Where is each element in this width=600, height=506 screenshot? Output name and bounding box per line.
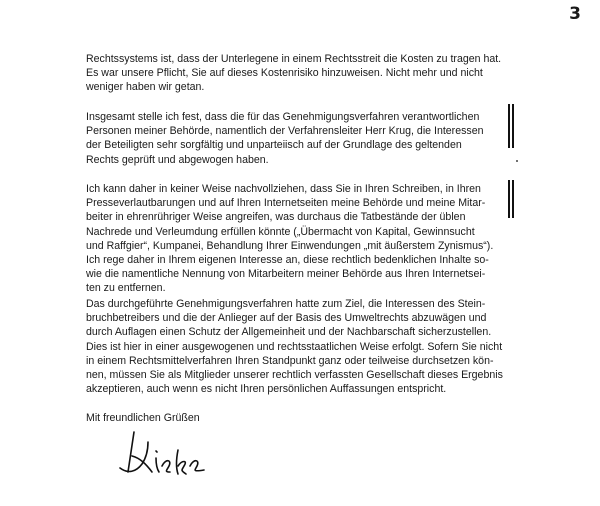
paragraph-cost-risk [86,52,506,95]
paragraph-objection [86,182,506,296]
margin-mark-bar [508,180,510,218]
margin-mark-bar [512,180,514,218]
text-line: ten zu entfernen. [86,282,166,295]
text-line: wie die namentliche Nennung von Mitarbeitern meiner Behörde aus Ihren Internetsei- [86,268,486,281]
text-line: weniger haben wir getan. [86,81,205,94]
closing-salutation: Mit freundlichen Grüßen [86,412,200,424]
page-number-mark: 3 [569,4,581,24]
paragraph-conclusion [86,110,506,167]
signature-image [118,428,208,480]
margin-mark-bar [508,104,510,148]
text-line: in einem Rechtsmittelverfahren Ihren Standpunkt ganz oder teilweise durchsetzen kön- [86,354,494,367]
text-line: durch Auflagen einen Schutz der Allgemeinheit und der Nachbarschaft sicherzustellen. [86,326,492,339]
text-line: und Raffgier“, Kumpanei, Behandlung Ihrer Einwendungen „mit äußerstem Zynismus“). [86,239,494,252]
text-line: Personen meiner Behörde, namentlich der Verfahrensleiter Herr Krug, die Interessen [86,125,484,138]
text-line: Ich rege daher in Ihrem eigenen Interesse an, diese rechtlich bedenklichen Inhalte so- [86,254,489,267]
text-line: akzeptieren, auch wenn es nicht Ihren persönlichen Auffassungen entspricht. [86,383,447,396]
text-line: bruchbetreibers und die der Anlieger auf der Basis des Umweltrechts abzuwägen und [86,312,487,325]
text-line: Nachrede und Verleumdung erfüllen könnte („Übermacht von Kapital, Gewinnsucht [86,225,475,238]
text-line: nen, müssen Sie als Mitglieder unserer rechtlich verfassten Gesellschaft dieses Ergebnis [86,369,503,382]
text-line: Presseverlautbarungen und auf Ihren Internetseiten meine Behörde und meine Mitar- [86,197,486,210]
text-line: Rechtssystems ist, dass der Unterlegene in einem Rechtsstreit die Kosten zu tragen hat. [86,53,502,65]
text-line: Dies ist hier in einer ausgewogenen und rechtsstaatlichen Weise erfolgt. Sofern Sie nicht [86,340,503,353]
text-line: Insgesamt stelle ich fest, dass die für das Genehmigungsverfahren verantwortlichen [86,111,480,123]
text-line: beiter in ehrenrühriger Weise angreifen, was durchaus die Tatbestände der üblen [86,211,466,224]
margin-mark-bar [512,104,514,148]
text-line: Ich kann daher in keiner Weise nachvollziehen, dass Sie in Ihren Schreiben, in Ihren [86,183,481,195]
text-line: Rechts geprüft und abgewogen haben. [86,153,269,166]
text-line: Das durchgeführte Genehmigungsverfahren hatte zum Ziel, die Interessen des Stein- [86,298,486,310]
margin-dot [516,160,518,162]
text-line: Es war unsere Pflicht, Sie auf dieses Kostenrisiko hinzuweisen. Nicht mehr und nicht [86,67,483,80]
paragraph-procedure [86,297,506,396]
text-line: der Beteiligten sehr sorgfältig und unparteiisch auf der Grundlage des geltenden [86,139,462,152]
